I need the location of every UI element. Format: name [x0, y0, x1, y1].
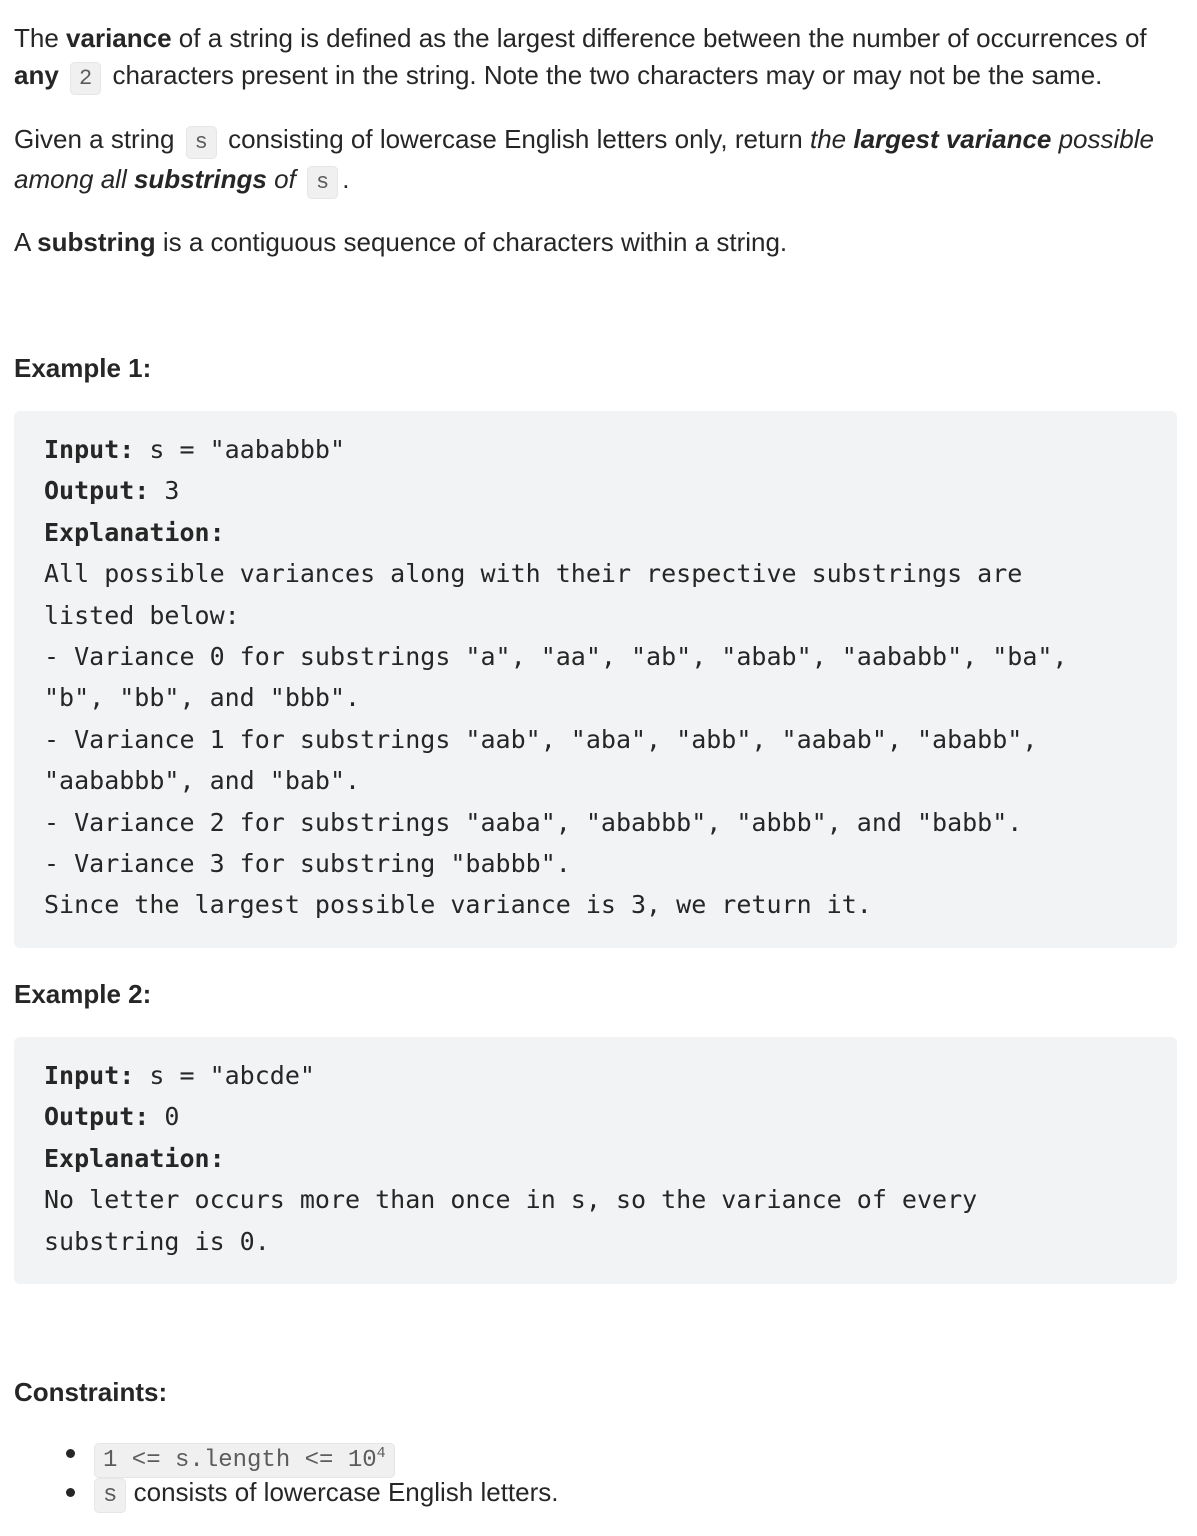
explanation-line: No letter occurs more than once in s, so the variance of every	[44, 1185, 978, 1215]
bold-term-variance: variance	[66, 23, 172, 53]
constraints-list	[14, 1434, 558, 1512]
explanation-line: substring is 0.	[44, 1226, 270, 1256]
text: characters present in the string. Note the two characters may or may not be the same.	[105, 60, 1103, 90]
constraint-expression: 1 <= s.length <= 10	[103, 1447, 377, 1474]
task-paragraph	[14, 121, 1182, 201]
explanation-line: "aababbb", and "bab".	[44, 766, 361, 796]
text: A	[14, 227, 38, 257]
constraints-heading: Constraints:	[14, 1377, 168, 1407]
output-value: 0	[149, 1102, 180, 1132]
italic-text: of	[266, 164, 304, 194]
example-2-block	[14, 1037, 1177, 1284]
explanation-line: - Variance 1 for substrings "aab", "aba", "abb", "aabab", "ababb",	[44, 724, 1038, 754]
definition-paragraph	[14, 20, 1182, 97]
input-label: Input:	[44, 435, 135, 464]
explanation-line: "b", "bb", and "bbb".	[44, 683, 361, 713]
constraint-code: s	[94, 1478, 126, 1513]
substring-definition	[14, 224, 1182, 261]
output-label: Output:	[44, 476, 150, 506]
text: is a contiguous sequence of characters within a string.	[155, 227, 788, 257]
inline-code: s	[307, 166, 338, 199]
text: of a string is defined as the largest difference between the number of occurrences of	[171, 23, 1147, 53]
output-value: 3	[149, 476, 180, 506]
explanation-line: Since the largest possible variance is 3, we return it.	[44, 890, 872, 920]
explanation-line: All possible variances along with their respective substrings are	[44, 559, 1023, 589]
bold-italic-term: largest variance	[853, 124, 1052, 154]
constraint-item	[14, 1434, 558, 1473]
example-1-block	[14, 411, 1177, 948]
inline-code: s	[186, 126, 217, 159]
example-2-heading: Example 2:	[14, 979, 152, 1009]
italic-text: possible among all	[14, 124, 1154, 194]
constraint-text: consists of lowercase English letters.	[126, 1477, 559, 1507]
bold-italic-term: substrings	[133, 164, 267, 194]
explanation-line: - Variance 0 for substrings "a", "aa", "ab", "abab", "aababb", "ba",	[44, 642, 1068, 672]
italic-text: the	[809, 124, 854, 154]
bullet-icon	[66, 1488, 75, 1497]
bold-term-substring: substring	[37, 227, 156, 257]
example-input-line	[44, 1055, 1147, 1096]
output-label: Output:	[44, 1102, 150, 1132]
example-1-heading: Example 1:	[14, 353, 152, 383]
explanation-label: Explanation:	[44, 1143, 225, 1173]
exponent: 4	[376, 1445, 386, 1462]
text: Given a string	[14, 124, 182, 154]
explanation-line: listed below:	[44, 600, 240, 630]
explanation-label: Explanation:	[44, 517, 225, 547]
example-explanation-label	[44, 512, 1147, 553]
text: The	[14, 23, 67, 53]
explanation-line: - Variance 2 for substrings "aaba", "ababbb", "abbb", and "babb".	[44, 807, 1023, 837]
example-output-line	[44, 1096, 1147, 1137]
inline-code: 2	[70, 62, 101, 95]
example-input-line	[44, 429, 1147, 470]
input-value: s = "aababbb"	[134, 435, 346, 464]
text: .	[342, 164, 350, 194]
input-label: Input:	[44, 1061, 135, 1090]
bold-term-any: any	[14, 60, 59, 90]
bullet-icon	[66, 1449, 75, 1458]
example-output-line	[44, 470, 1147, 511]
explanation-line: - Variance 3 for substring "babbb".	[44, 849, 571, 879]
text: consisting of lowercase English letters only, return	[220, 124, 810, 154]
constraint-item	[14, 1473, 558, 1512]
input-value: s = "abcde"	[134, 1061, 315, 1090]
example-explanation-label	[44, 1138, 1147, 1179]
